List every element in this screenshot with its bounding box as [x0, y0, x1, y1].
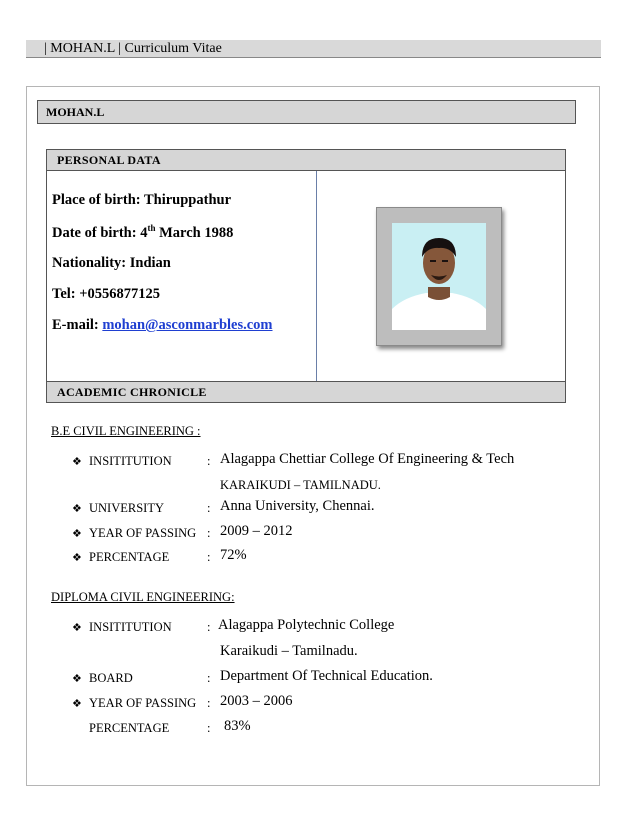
be-university-label: UNIVERSITY: [89, 501, 164, 515]
personal-data-header: [46, 149, 566, 171]
academic-chronicle-header: [46, 381, 566, 403]
be-percentage-label: PERCENTAGE: [89, 550, 170, 564]
be-year-label: YEAR OF PASSING: [89, 526, 197, 540]
diploma-board-value: Department Of Technical Education.: [220, 668, 433, 684]
diploma-institution-value: Alagappa Polytechnic College: [218, 617, 395, 633]
email-link[interactable]: mohan@asconmarbles.com: [102, 317, 273, 333]
diploma-percentage-colon: :: [207, 721, 211, 735]
diploma-institution-location: Karaikudi – Tamilnadu.: [220, 643, 358, 659]
nationality: Nationality: Indian: [52, 255, 171, 271]
diploma-institution-label: INSITITUTION: [89, 620, 172, 634]
bullet-icon: ❖: [72, 698, 82, 710]
bullet-icon: ❖: [72, 456, 82, 468]
diploma-board-label: BOARD: [89, 671, 133, 685]
be-percentage-value: 72%: [220, 547, 247, 563]
be-year-value: 2009 – 2012: [220, 523, 293, 539]
email: E-mail: mohan@asconmarbles.com: [52, 317, 273, 333]
be-year-colon: :: [207, 526, 211, 540]
date-of-birth: Date of birth: 4th March 1988: [52, 223, 234, 241]
be-university-colon: :: [207, 501, 211, 515]
be-percentage-colon: :: [207, 550, 211, 564]
person-portrait-icon: [392, 223, 486, 330]
personal-data-title: PERSONAL DATA: [57, 153, 161, 167]
bullet-icon: ❖: [72, 552, 82, 564]
be-institution-label: INSITITUTION: [89, 454, 172, 468]
header-title: | MOHAN.L | Curriculum Vitae: [44, 41, 222, 56]
profile-photo-frame: [376, 207, 502, 346]
academic-chronicle-title: ACADEMIC CHRONICLE: [57, 385, 207, 399]
diploma-year-colon: :: [207, 696, 211, 710]
diploma-heading: DIPLOMA CIVIL ENGINEERING:: [51, 590, 235, 604]
diploma-board-colon: :: [207, 671, 211, 685]
be-institution-value: Alagappa Chettiar College Of Engineering & Tech: [220, 451, 515, 467]
bullet-icon: ❖: [72, 528, 82, 540]
name-label: MOHAN.L: [46, 105, 105, 119]
bullet-icon: ❖: [72, 622, 82, 634]
bullet-icon: ❖: [72, 673, 82, 685]
be-heading: B.E CIVIL ENGINEERING :: [51, 424, 201, 438]
bullet-icon: ❖: [72, 503, 82, 515]
place-of-birth: Place of birth: Thiruppathur: [52, 192, 232, 208]
be-institution-colon: :: [207, 454, 211, 468]
header-bar: [26, 40, 601, 58]
diploma-institution-colon: :: [207, 620, 211, 634]
telephone: Tel: +0556877125: [52, 286, 161, 302]
diploma-percentage-label: PERCENTAGE: [89, 721, 170, 735]
photo-divider: [316, 171, 317, 381]
diploma-percentage-value: 83%: [224, 718, 251, 734]
profile-photo: [392, 223, 486, 330]
diploma-year-label: YEAR OF PASSING: [89, 696, 197, 710]
name-bar: [37, 100, 576, 124]
be-university-value: Anna University, Chennai.: [220, 498, 375, 514]
diploma-year-value: 2003 – 2006: [220, 693, 293, 709]
be-institution-location: KARAIKUDI – TAMILNADU.: [220, 478, 381, 492]
